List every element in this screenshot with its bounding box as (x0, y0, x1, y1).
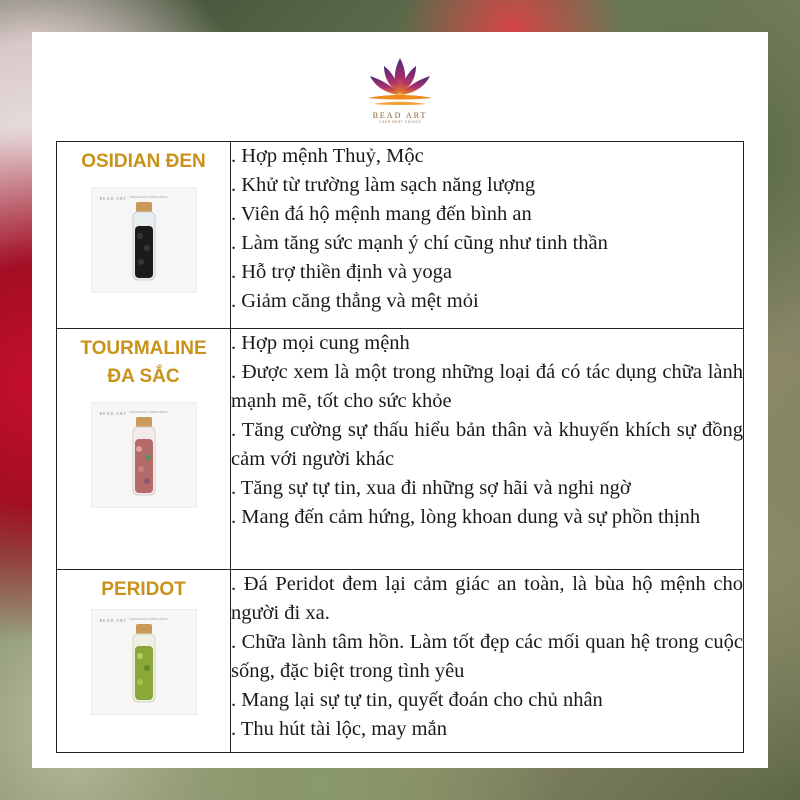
benefit-line: . Khử từ trường làm sạch năng lượng (231, 174, 536, 196)
stone-photo: BEAD ART DANH MANG CHÍNH HÃNG (92, 188, 196, 292)
stone-description (231, 570, 744, 753)
jar-icon (92, 188, 196, 292)
benefit-line: . Hợp mệnh Thuỷ, Mộc (231, 145, 424, 167)
logo-tagline: YOUR BEST CHOICE (378, 120, 422, 124)
benefit-line: . Hỗ trợ thiền định và yoga (231, 261, 452, 283)
table-row (57, 570, 744, 753)
benefit-line: . Hợp mọi cung mệnh (231, 332, 410, 354)
table-row (57, 329, 744, 570)
benefit-line: . Đá Peridot đem lại cảm giác an toàn, là bùa hộ mệnh cho người đi xa. (231, 573, 743, 624)
stone-photo: BEAD ART DANH MANG CHÍNH HÃNG (92, 403, 196, 507)
benefit-line: . Giảm căng thẳng và mệt mỏi (231, 290, 479, 312)
stone-photo: BEAD ART DANH MANG CHÍNH HÃNG (92, 610, 196, 714)
stone-description (231, 329, 744, 570)
stone-cell (57, 142, 231, 329)
stone-table (56, 141, 744, 753)
stone-name: TOURMALINE ĐA SẮC (80, 338, 207, 387)
benefit-line: . Tăng cường sự thấu hiểu bản thân và khuyến khích sự đồng cảm với người khác (231, 419, 743, 470)
jar-icon (92, 610, 196, 714)
benefit-line: . Chữa lành tâm hồn. Làm tốt đẹp các mối quan hệ trong cuộc sống, đặc biệt trong tình yêu (231, 631, 743, 682)
benefit-line: . Viên đá hộ mệnh mang đến bình an (231, 203, 532, 225)
benefit-line: . Thu hút tài lộc, may mắn (231, 718, 447, 740)
stone-description (231, 142, 744, 329)
stone-cell (57, 570, 231, 753)
logo-brand: BEAD ART (372, 111, 428, 120)
jar-icon (92, 403, 196, 507)
table-row (57, 142, 744, 329)
benefit-line: . Làm tăng sức mạnh ý chí cũng như tinh thần (231, 232, 608, 254)
stone-name: PERIDOT (101, 579, 186, 600)
benefit-line: . Được xem là một trong những loại đá có tác dụng chữa lành mạnh mẽ, tốt cho sức khỏe (231, 361, 743, 412)
benefit-line: . Mang lại sự tự tin, quyết đoán cho chủ nhân (231, 689, 603, 711)
stone-cell (57, 329, 231, 570)
lotus-icon (360, 54, 440, 110)
stone-name: OSIDIAN ĐEN (81, 151, 206, 172)
benefit-line: . Tăng sự tự tin, xua đi những sợ hãi và nghi ngờ (231, 477, 631, 499)
bead-art-logo (352, 54, 448, 130)
benefit-line: . Mang đến cảm hứng, lòng khoan dung và sự phồn thịnh (231, 506, 701, 528)
